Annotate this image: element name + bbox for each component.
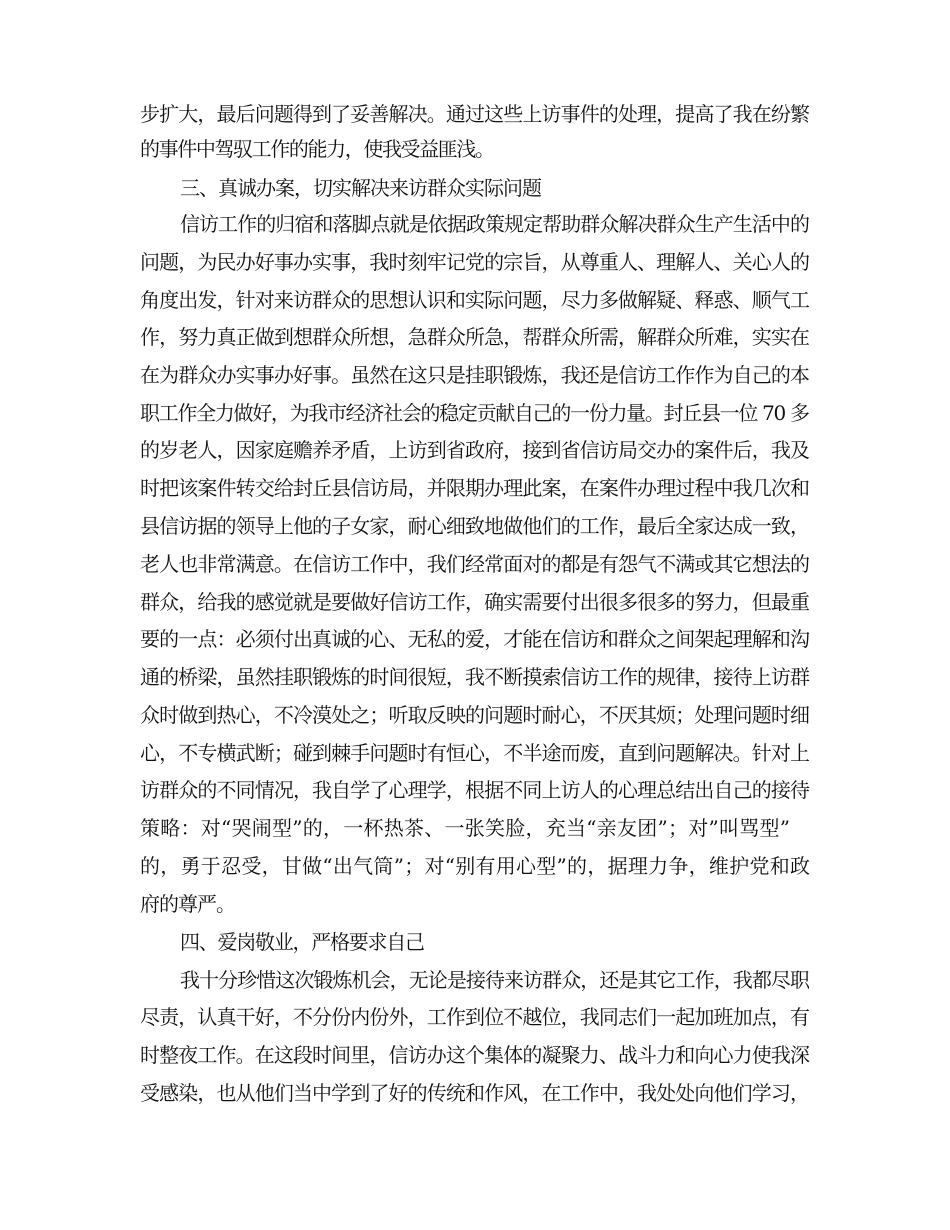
paragraph-line bbox=[0, 357, 950, 393]
paragraph-line bbox=[0, 1037, 950, 1073]
paragraph-line bbox=[0, 772, 950, 808]
paragraph-line bbox=[0, 96, 950, 132]
paragraph-line bbox=[0, 282, 950, 318]
line-text: 步扩大，最后问题得到了妥善解决。通过这些上访事件的处理，提高了我在纷繁 bbox=[140, 102, 810, 126]
paragraph-line bbox=[0, 848, 950, 884]
line-text: 的岁老人，因家庭赡养矛盾，上访到省政府，接到省信访局交办的案件后，我及 bbox=[140, 438, 810, 462]
paragraph-line bbox=[0, 659, 950, 695]
section-heading bbox=[0, 924, 950, 960]
line-text: 职工作全力做好，为我市经济社会的稳定贡献自己的一份力量。封丘县一位 70 多 bbox=[140, 401, 809, 425]
paragraph-line bbox=[0, 244, 950, 280]
paragraph-line bbox=[0, 999, 950, 1035]
paragraph-line bbox=[0, 886, 950, 922]
line-text: 时整夜工作。在这段时间里，信访办这个集体的凝聚力、战斗力和向心力使我深 bbox=[140, 1043, 810, 1067]
line-text: 我十分珍惜这次锻炼机会，无论是接待来访群众，还是其它工作，我都尽职 bbox=[180, 968, 810, 992]
paragraph-line bbox=[0, 621, 950, 657]
line-text: 策略：对“哭闹型”的，一杯热茶、一张笑脸，充当“亲友团”；对”叫骂型” bbox=[140, 816, 791, 840]
paragraph-line bbox=[0, 432, 950, 468]
paragraph-line bbox=[0, 131, 950, 167]
line-text: 县信访据的领导上他的子女家，耐心细致地做他们的工作，最后全家达成一致， bbox=[140, 514, 810, 538]
paragraph-line bbox=[0, 470, 950, 506]
line-text: 四、爱岗敬业，严格要求自己 bbox=[180, 930, 424, 954]
line-text: 众时做到热心，不冷漠处之；听取反映的问题时耐心，不厌其烦；处理问题时细 bbox=[140, 703, 810, 727]
line-text: 访群众的不同情况，我自学了心理学，根据不同上访人的心理总结出自己的接待 bbox=[140, 778, 810, 802]
line-text: 受感染，也从他们当中学到了好的传统和作风，在工作中，我处处向他们学习， bbox=[140, 1081, 810, 1105]
paragraph-line bbox=[0, 962, 950, 998]
paragraph-line bbox=[0, 584, 950, 620]
line-text: 的事件中驾驭工作的能力，使我受益匪浅。 bbox=[140, 137, 494, 161]
line-text: 在为群众办实事办好事。虽然在这只是挂职锻炼，我还是信访工作作为自己的本 bbox=[140, 363, 810, 387]
paragraph-line bbox=[0, 319, 950, 355]
line-text: 尽责，认真干好，不分份内份外，工作到位不越位，我同志们一起加班加点，有 bbox=[140, 1005, 810, 1029]
line-text: 时把该案件转交给封丘县信访局，并限期办理此案，在案件办理过程中我几次和 bbox=[140, 476, 810, 500]
line-text: 群众，给我的感觉就是要做好信访工作，确实需要付出很多很多的努力，但最重 bbox=[140, 590, 810, 614]
paragraph-line bbox=[0, 546, 950, 582]
line-text: 老人也非常满意。在信访工作中，我们经常面对的都是有怨气不满或其它想法的 bbox=[140, 552, 810, 576]
line-text: 心，不专横武断；碰到棘手问题时有恒心，不半途而废，直到问题解决。针对上 bbox=[140, 741, 810, 765]
line-text: 角度出发，针对来访群众的思想认识和实际问题，尽力多做解疑、释惑、顺气工 bbox=[140, 288, 810, 312]
paragraph-line bbox=[0, 810, 950, 846]
line-text: 问题，为民办好事办实事，我时刻牢记党的宗旨，从尊重人、理解人、关心人的 bbox=[140, 250, 810, 274]
line-text: 通的桥梁，虽然挂职锻炼的时间很短，我不断摸索信访工作的规律，接待上访群 bbox=[140, 665, 810, 689]
line-text: 信访工作的归宿和落脚点就是依据政策规定帮助群众解决群众生产生活中的 bbox=[180, 212, 810, 236]
paragraph-line bbox=[0, 508, 950, 544]
paragraph-line bbox=[0, 206, 950, 242]
line-text: 三、真诚办案，切实解决来访群众实际问题 bbox=[180, 176, 541, 200]
line-text: 的，勇于忍受，甘做“出气筒”；对“别有用心型”的，据理力争，维护党和政 bbox=[140, 854, 811, 878]
paragraph-line bbox=[0, 697, 950, 733]
paragraph-line bbox=[0, 395, 950, 431]
line-text: 作，努力真正做到想群众所想，急群众所急，帮群众所需，解群众所难，实实在 bbox=[140, 325, 810, 349]
paragraph-line bbox=[0, 1075, 950, 1111]
line-text: 府的尊严。 bbox=[140, 892, 235, 916]
section-heading bbox=[0, 170, 950, 206]
paragraph-line bbox=[0, 735, 950, 771]
line-text: 要的一点：必须付出真诚的心、无私的爱，才能在信访和群众之间架起理解和沟 bbox=[140, 627, 810, 651]
